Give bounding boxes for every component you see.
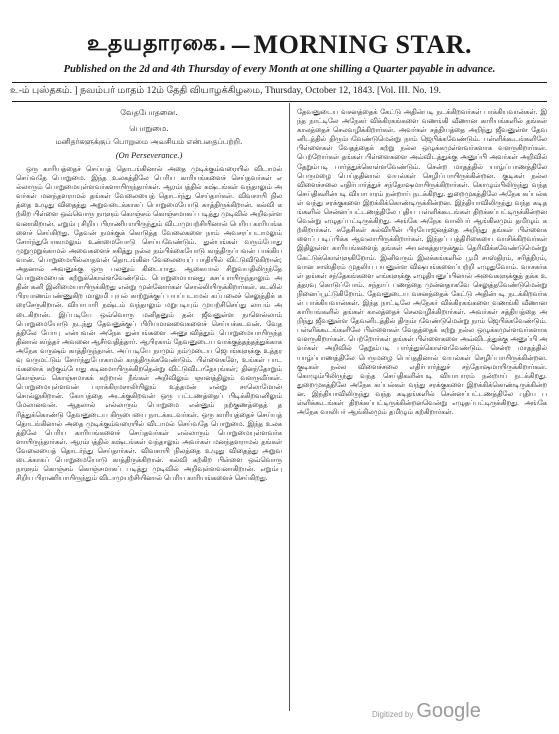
masthead-tamil-title: உதயதாரகை.	[87, 31, 228, 56]
publication-notice: Published on the 2d and 4th Thursday of every Month at one shilling a Quarter payable in advance.	[63, 64, 496, 75]
left-column	[16, 104, 282, 710]
masthead-dash: —	[230, 33, 251, 57]
masthead-english-title: MORNING STAR.	[253, 30, 472, 59]
dateline	[10, 85, 550, 97]
watermark-prefix: Digitized by	[372, 710, 414, 719]
article-body-left: ஒரு காரியத்தைச் செய்யத் தொடங்கினால் அதை முடிக்கும்வரையில் விடாமல் செய்வதே பொறுமை. இந்த உலகத்திலே பெரிய காரியங்களைச் செய்தவர்கள் எல்லாரும் பொறுமையுள்ளவர்களாயிருந்தார்கள். ஆரம்பத்தில் கஷ்டங்கள் வந்தாலும் அவர்கள் மனந்தளராமல் தங்கள் வேலையைத் தொடர்ந்து செய்தார்கள். விவசாயி நிலத்தை உழுது விதைத்து அறுவடைக்காகப் பொறுமையோடு காத்திருக்கிறான். கல்வி கற்கிற பிள்ளை ஒவ்வொரு நாளும் கொஞ்சம் கொஞ்சமாகப் படித்து முடிவில் அறிவுள்ளவனாகிறான். எறும்பு சிறிய பிராணியாயிருந்தும் விடாமுயற்சியினால் பெரிய காரியங்களைச் செய்கிறது. தேவன் நமக்குக் கொடுத்த வேலைகளை நாம் அவசரப்படாமலும் சோர்ந்துபோகாமலும் உண்மையோடு செய்யவேண்டும். துன்பங்கள் வரும்போது முறுமுறுக்காமல் அவைகளைச் சகித்து நல்ல நம்பிக்கையோடு காத்திருப்பவன் பாக்கியவான். பொறுமையில்லாதவன் தொடங்கின வேலையைப் பாதியில் விட்டுவிடுகிறான்; அதனால் அவனுக்கு ஒரு பலனும் கிடையாது. ஆகையால் சிறுவயதிலிருந்தே பொறுமையைக் கற்றுக்கொள்ளவேண்டும். பொறுமையானது கசப்பாயிருந்தாலும் அதின் கனி இனிமையாயிருக்கிறது என்று முன்னோர்கள் சொல்லியிருக்கிறார்கள். கடலில் பிரயாணம்பண்ணுகிற மாலுமி புயல் காற்றுக்குப் பயப்படாமல் கப்பலைச் செலுத்திக் கரைசேருகிறான். வியாபாரி நஷ்டம் வந்தாலும் மறுபடியும் முயற்சிசெய்து லாபம் அடைகிறான். இப்படியே ஒவ்வொரு மனிதனும் தன் ஜீவனுள்ள நாளெல்லாம் பொறுமையோடு நடந்து தேவனுக்குப் பிரியமானவைகளைச் செய்யக்கடவன். வேதத்திலே யோபு என்பவன் அநேக துன்பங்களை அனுபவித்தும் பொறுமையாயிருந்ததினால் கர்த்தர் அவனை ஆசீர்வதித்தார். ஆபிரகாம் தேவனுடைய வாக்குத்தத்தத்துக்காக அநேக வருஷம் காத்திருந்தான். அப்படியே நாமும் நம்முடைய ஜெபங்களுக்கு உத்தரவு வருமட்டும் சோர்ந்துபோகாமல் காத்திருக்கவேண்டும். பிள்ளைகளே, உங்கள் பாடங்களைக் கற்கும்போது கடினமாயிருக்கிறதென்று விட்டுவிடாதேயுங்கள்; தினந்தோறும் கொஞ்சம் கொஞ்சமாகக் கற்றால் நீங்கள் அறிவிலும் ஞானத்திலும் வளருவீர்கள். பொறுமையுள்ளவன் பராக்கிரமசாலியிலும் உத்தமன் என்று சாலொமோன் சொல்லுகிறான். கோபத்தை அடக்குகிறவன் ஒரு பட்டணத்தைப் பிடிக்கிறவனிலும் மேலானவன். ஆதலால் எல்லாரும் பொறுமை என்னும் நற்குணத்தைத் தரித்துக்கொண்டு தேவனுடைய கிருபையை நாடக்கடவர்கள். ஒரு காரியத்தைச் செய்யத் தொடங்கினால் அதை முடிக்கும்வரையில் விடாமல் செய்வதே பொறுமை. இந்த உலகத்திலே பெரிய காரியங்களைச் செய்தவர்கள் எல்லாரும் பொறுமையுள்ளவர்களாயிருந்தார்கள். ஆரம்பத்தில் கஷ்டங்கள் வந்தாலும் அவர்கள் மனந்தளராமல் தங்கள் வேலையைத் தொடர்ந்து செய்தார்கள். விவசாயி நிலத்தை உழுது விதைத்து அறுவடைக்காகப் பொறுமையோடு காத்திருக்கிறான். கல்வி கற்கிற பிள்ளை ஒவ்வொரு நாளும் கொஞ்சம் கொஞ்சமாகப் படித்து முடிவில் அறிவுள்ளவனாகிறான். எறும்பு சிறிய பிராணியாயிருந்தும் விடாமுயற்சியினால் பெரிய காரியங்களைச் செய்கிறது.	[16, 165, 282, 483]
right-column	[297, 104, 547, 710]
digitized-watermark	[372, 700, 481, 723]
article-english-title: (On Perseverance.)	[115, 150, 183, 160]
header-rule-top	[12, 82, 547, 83]
article-body-right: தேவனுடைய வசனத்தைக் கேட்டு அதின்படி நடக்கிறவர்கள் பாக்கியவான்கள். இந்த நாட்டிலே அநேகர் விக்கிரகங்களை வணங்கி வீணான காரியங்களில் தங்கள் காலத்தைச் செலவழிக்கிறார்கள். அவர்கள் சத்தியத்தை அறிந்து ஜீவனுள்ள தேவனிடத்தில் திரும்பவேண்டுமென்று நாம் ஜெபிக்கவேண்டும். பள்ளிக்கூடங்களிலே பிள்ளைகள் வேதத்தைக் கற்று நல்ல ஒழுக்கமுள்ளவர்களாக வளருகிறார்கள். பெற்றோர்கள் தங்கள் பிள்ளைகளை அவ்விடத்துக்கு அனுப்பி அவர்கள் அறிவில் தேறும்படி பார்த்துக்கொள்ளவேண்டும். சென்ற மாதத்தில் யாழ்ப்பாணத்திலே பெருமழை பெய்ததினால் வயல்கள் செழிப்பாயிருக்கின்றன. குடிகள் நல்ல விளைச்சலை எதிர்பார்த்துச் சந்தோஷமாயிருக்கிறார்கள். கொழும்பிலிருந்து வந்த செய்திகளின்படி வியாபாரம் நன்றாய் நடக்கிறது. துறைமுகத்திலே அநேக கப்பல்கள் வந்து சரக்குகளை இறக்கிக்கொண்டிருக்கின்றன. இந்தியாவிலிருந்து வந்த கடிதங்களில் சென்னப்பட்டணத்திலே புதிய பள்ளிக்கூடங்கள் திறக்கப்பட்டிருக்கின்றனவென்று எழுதப்பட்டிருக்கிறது. அங்கே அநேக வாலிபர் ஆங்கிலமும் தமிழும் கற்கிறார்கள். சுதேசிகள் கல்வியின் பிரயோஜனத்தை அறிந்து தங்கள் பிள்ளைகளைப் படிப்பிக்க ஆவலாயிருக்கிறார்கள். இந்தப் பத்திரிகையை வாசிக்கிறவர்கள் இதிலுள்ள காரியங்களைத் தங்கள் அயலகத்தாருக்கும் தெரிவிக்கவேண்டுமென்று கேட்டுக்கொள்ளுகிறோம். இனிவரும் இலக்கங்களில் பூமி சாஸ்திரம், சரித்திரம், வான சாஸ்திரம் முதலிய பயனுள்ள விஷயங்களைப்பற்றி எழுதுவோம். வாசகர்கள் தங்கள் சந்தேகங்களை எங்களுக்கு எழுதியனுப்பினால் அவைகளுக்குத் தக்க உத்தரவு கொடுப்போம். சந்தாப் பணத்தை முன்னதாகவே செலுத்தவேண்டுமென்று நினைப்பூட்டுகிறோம். தேவனுடைய வசனத்தைக் கேட்டு அதின்படி நடக்கிறவர்கள் பாக்கியவான்கள். இந்த நாட்டிலே அநேகர் விக்கிரகங்களை வணங்கி வீணான காரியங்களில் தங்கள் காலத்தைச் செலவழிக்கிறார்கள். அவர்கள் சத்தியத்தை அறிந்து ஜீவனுள்ள தேவனிடத்தில் திரும்பவேண்டுமென்று நாம் ஜெபிக்கவேண்டும். பள்ளிக்கூடங்களிலே பிள்ளைகள் வேதத்தைக் கற்று நல்ல ஒழுக்கமுள்ளவர்களாக வளருகிறார்கள். பெற்றோர்கள் தங்கள் பிள்ளைகளை அவ்விடத்துக்கு அனுப்பி அவர்கள் அறிவில் தேறும்படி பார்த்துக்கொள்ளவேண்டும். சென்ற மாதத்தில் யாழ்ப்பாணத்திலே பெருமழை பெய்ததினால் வயல்கள் செழிப்பாயிருக்கின்றன. குடிகள் நல்ல விளைச்சலை எதிர்பார்த்துச் சந்தோஷமாயிருக்கிறார்கள். கொழும்பிலிருந்து வந்த செய்திகளின்படி வியாபாரம் நன்றாய் நடக்கிறது. துறைமுகத்திலே அநேக கப்பல்கள் வந்து சரக்குகளை இறக்கிக்கொண்டிருக்கின்றன. இந்தியாவிலிருந்து வந்த கடிதங்களில் சென்னப்பட்டணத்திலே புதிய பள்ளிக்கூடங்கள் திறக்கப்பட்டிருக்கின்றனவென்று எழுதப்பட்டிருக்கிறது. அங்கே அநேக வாலிபர் ஆங்கிலமும் தமிழும் கற்கிறார்கள்.	[297, 108, 547, 417]
dateline-tamil: உ-ம் புஸ்தகம். ] நவம்பர் மாதம் 12ம் தேதி வியாழக்கிழமை,	[10, 85, 263, 96]
section-title: வேதபோதனை.	[120, 108, 178, 117]
masthead	[0, 28, 559, 62]
google-logo: Google	[416, 700, 481, 722]
column-divider	[289, 103, 290, 711]
article-title: பொறுமை.	[129, 124, 169, 133]
header-rule-bottom	[12, 101, 547, 102]
dateline-english: Thursday, October 12, 1843. [Vol. III. No. 19.	[264, 85, 442, 96]
article-subtitle: மனிதர்களுக்குப் பொறுமை அவசியம் என்பதைப்பற்றி.	[55, 137, 243, 146]
